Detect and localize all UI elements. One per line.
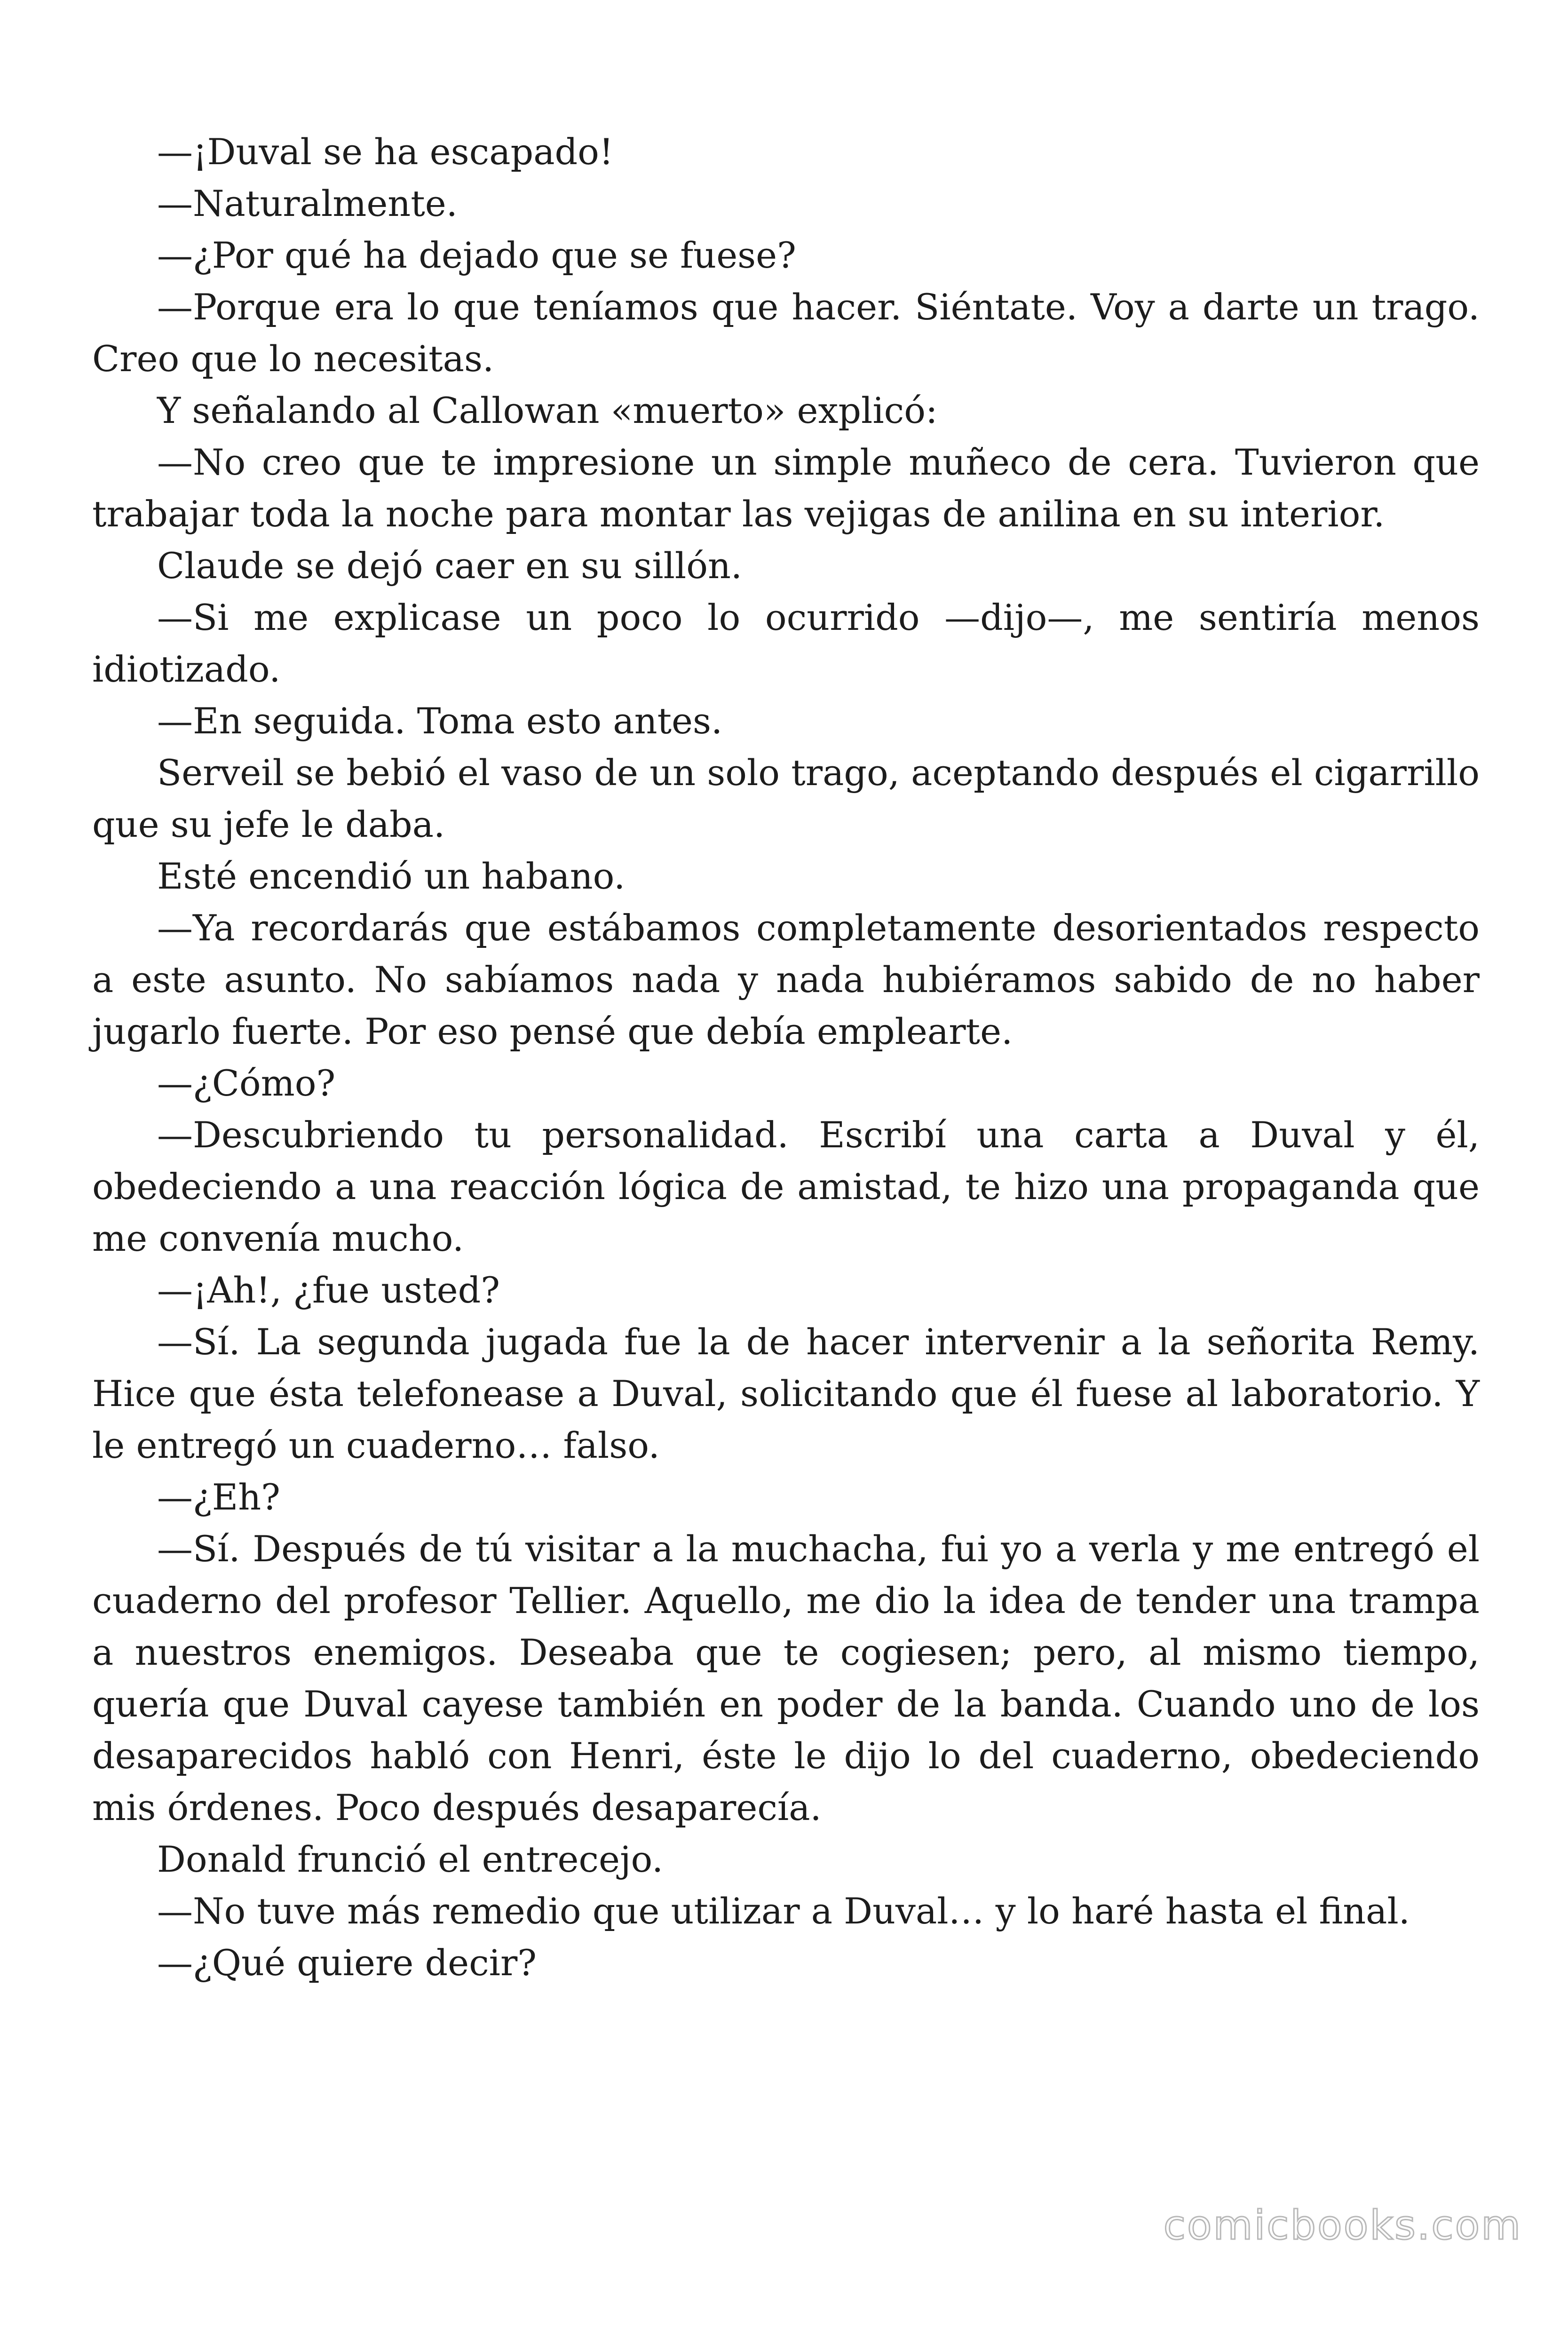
paragraph: —Naturalmente. bbox=[157, 183, 458, 224]
paragraph: —¿Cómo? bbox=[157, 1062, 336, 1104]
paragraph: Claude se dejó caer en su sillón. bbox=[157, 545, 743, 587]
paragraph: —¿Por qué ha dejado que se fuese? bbox=[157, 234, 796, 276]
paragraph: —¿Eh? bbox=[157, 1476, 280, 1518]
paragraph: Esté encendió un habano. bbox=[157, 855, 626, 897]
paragraph: Serveil se bebió el vaso de un solo trago, aceptando después el cigarrillo que su jefe le daba. bbox=[92, 752, 1480, 845]
paragraph: —Sí. La segunda jugada fue la de hacer intervenir a la señorita Remy. Hice que ésta telefonease a Duval, solicitando que él fuese al laboratorio. Y le entregó un cuaderno… falso. bbox=[92, 1321, 1480, 1466]
watermark: comicbooks.com bbox=[1163, 2202, 1522, 2249]
paragraph: —Ya recordarás que estábamos completamente desorientados respecto a este asunto. No sabíamos nada y nada hubiéramos sabido de no haber jugarlo fuerte. Por eso pensé que debía emplearte. bbox=[92, 907, 1480, 1052]
paragraph: —En seguida. Toma esto antes. bbox=[157, 700, 723, 742]
page-text bbox=[92, 126, 1480, 1989]
paragraph: —No creo que te impresione un simple muñeco de cera. Tuvieron que trabajar toda la noche para montar las vejigas de anilina en su interior. bbox=[92, 441, 1480, 535]
paragraph: —Sí. Después de tú visitar a la muchacha, fui yo a verla y me entregó el cuaderno del profesor Tellier. Aquello, me dio la idea de tender una trampa a nuestros enemigos. Deseaba que te cogiesen; pero, al mismo tiempo, quería que Duval cayese también en poder de la banda. Cuando uno de los desaparecidos habló con Henri, éste le dijo lo del cuaderno, obedeciendo mis órdenes. Poco después desaparecía. bbox=[92, 1528, 1480, 1828]
paragraph: Y señalando al Callowan «muerto» explicó: bbox=[157, 389, 938, 431]
paragraph: —¿Qué quiere decir? bbox=[157, 1942, 537, 1984]
paragraph: —¡Ah!, ¿fue usted? bbox=[157, 1269, 500, 1311]
paragraph: —No tuve más remedio que utilizar a Duval… y lo haré hasta el final. bbox=[157, 1890, 1410, 1932]
paragraph: —Descubriendo tu personalidad. Escribí una carta a Duval y él, obedeciendo a una reacción lógica de amistad, te hizo una propaganda que me convenía mucho. bbox=[92, 1114, 1480, 1259]
paragraph: Donald frunció el entrecejo. bbox=[157, 1838, 664, 1880]
paragraph: —Si me explicase un poco lo ocurrido —dijo—, me sentiría menos idiotizado. bbox=[92, 596, 1480, 690]
paragraph: —¡Duval se ha escapado! bbox=[157, 131, 614, 173]
paragraph: —Porque era lo que teníamos que hacer. Siéntate. Voy a darte un trago. Creo que lo necesitas. bbox=[92, 286, 1480, 380]
